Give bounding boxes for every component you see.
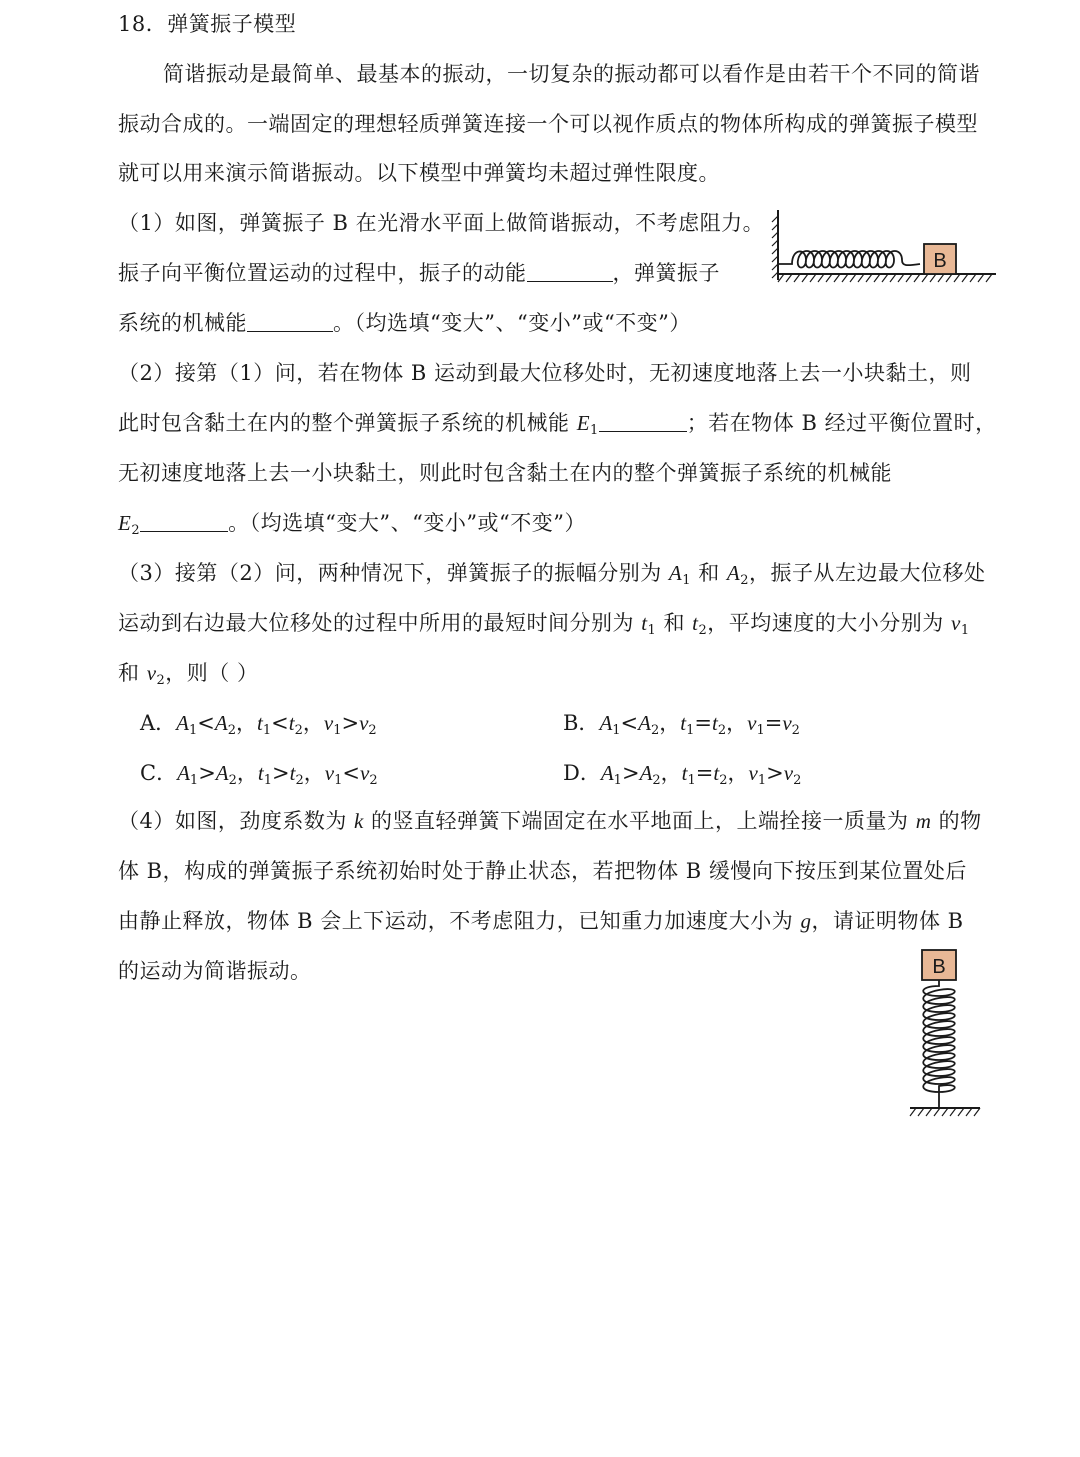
answer-blank-e1[interactable] xyxy=(599,411,687,432)
subscript: 2 xyxy=(698,623,708,638)
relation: < xyxy=(197,711,215,735)
subscript: 2 xyxy=(368,723,377,738)
subscript: 2 xyxy=(227,723,236,738)
part3-text: 和 xyxy=(656,611,693,635)
a-symbol: A xyxy=(214,711,228,735)
part4-line-2: 体 B，构成的弹簧振子系统初始时处于静止状态，若把物体 B 缓慢向下按压到某位置处后 xyxy=(118,859,967,883)
vertical-spring-figure xyxy=(906,948,986,1122)
t-symbol: t xyxy=(641,611,648,635)
relation: = xyxy=(694,711,712,735)
a-symbol: A xyxy=(668,561,683,585)
subscript: 1 xyxy=(333,723,342,738)
block-b-label: B xyxy=(933,250,947,272)
subscript: 2 xyxy=(793,773,802,788)
spring-coil xyxy=(778,251,920,268)
subscript: 1 xyxy=(960,623,970,638)
subscript: 1 xyxy=(682,573,692,588)
question-title: 弹簧振子模型 xyxy=(167,12,297,36)
subscript: 2 xyxy=(791,723,800,738)
part2-line-3: 无初速度地落上去一小块黏土，则此时包含黏土在内的整个弹簧振子系统的机械能 xyxy=(118,461,892,485)
a-symbol: A xyxy=(176,711,189,735)
option-label: B． xyxy=(563,711,600,735)
relation: > xyxy=(272,761,290,785)
v-symbol: v xyxy=(950,611,961,635)
comma: ， xyxy=(726,711,748,735)
t-symbol: t xyxy=(288,711,295,735)
subscript: 1 xyxy=(686,723,695,738)
relation: < xyxy=(620,711,639,735)
relation: = xyxy=(695,761,714,785)
comma: ， xyxy=(236,761,258,785)
v-symbol: v xyxy=(323,711,334,735)
part1-text: 振子向平衡位置运动的过程中，振子的动能 xyxy=(118,261,527,285)
block-b-label: B xyxy=(932,956,946,978)
part2-text: 此时包含黏土在内的整个弹簧振子系统的机械能 xyxy=(118,411,577,435)
a-symbol: A xyxy=(600,761,614,785)
part1-text: 。（均选填“变大”、“变小”或“不变”） xyxy=(333,311,691,335)
e2-symbol: E xyxy=(118,511,132,535)
subscript: 1 xyxy=(263,773,273,788)
subscript: 1 xyxy=(334,773,343,788)
part2-text: 。（均选填“变大”、“变小”或“不变”） xyxy=(228,511,587,535)
part3-text: 运动到右边最大位移处的过程中所用的最短时间分别为 xyxy=(118,611,642,635)
floor-hatching xyxy=(778,274,992,282)
comma: ， xyxy=(660,761,682,785)
relation: > xyxy=(341,711,360,735)
v-symbol: v xyxy=(748,761,758,785)
comma: ， xyxy=(236,711,257,735)
question-header xyxy=(118,11,296,37)
v-symbol: v xyxy=(359,761,370,785)
part2-text: ；若在物体 B 经过平衡位置时， xyxy=(686,411,997,435)
v-symbol: v xyxy=(782,711,792,735)
k-symbol: k xyxy=(354,809,364,833)
part1-line-1: （1）如图，弹簧振子 B 在光滑水平面上做简谐振动，不考虑阻力。 xyxy=(118,211,765,235)
subscript: 2 xyxy=(369,773,378,788)
part4-line-1 xyxy=(118,808,982,834)
part3-line-1 xyxy=(118,560,985,586)
relation: > xyxy=(766,761,784,785)
subscript: 2 xyxy=(156,673,166,688)
part4-text: ，请证明物体 B xyxy=(811,909,964,933)
subscript: 2 xyxy=(295,773,304,788)
subscript: 1 xyxy=(687,773,696,788)
part3-line-3 xyxy=(118,660,258,686)
a-symbol: A xyxy=(638,711,651,735)
comma: ， xyxy=(302,711,324,735)
subscript: 1 xyxy=(189,723,198,738)
part3-text: 和 xyxy=(118,661,147,685)
t-symbol: t xyxy=(680,711,687,735)
subscript: 2 xyxy=(228,773,237,788)
ground-hatching xyxy=(910,1108,980,1116)
comma: ， xyxy=(659,711,681,735)
e1-subscript: 1 xyxy=(590,423,599,438)
intro-line-2: 振动合成的。一端固定的理想轻质弹簧连接一个可以视作质点的物体所构成的弹簧振子模型 xyxy=(118,112,978,136)
part4-text: 的竖直轻弹簧下端固定在水平地面上，上端拴接一质量为 xyxy=(363,809,916,833)
subscript: 2 xyxy=(719,773,728,788)
part4-text: （4）如图，劲度系数为 xyxy=(118,809,355,833)
part1-text: ，弹簧振子 xyxy=(612,261,720,285)
t-symbol: t xyxy=(257,761,264,785)
g-symbol: g xyxy=(800,909,812,933)
subscript: 2 xyxy=(294,723,303,738)
intro-line-3: 就可以用来演示简谐振动。以下模型中弹簧均未超过弹性限度。 xyxy=(118,161,720,185)
subscript: 2 xyxy=(740,573,749,588)
subscript: 1 xyxy=(612,723,621,738)
answer-blank-kinetic-energy[interactable] xyxy=(527,261,613,282)
option-c[interactable] xyxy=(140,760,378,786)
subscript: 1 xyxy=(189,773,199,788)
part3-text: ，平均速度的大小分别为 xyxy=(707,611,951,635)
spring-coil xyxy=(923,980,955,1108)
option-label: D． xyxy=(563,761,601,785)
t-symbol: t xyxy=(289,761,296,785)
t-symbol: t xyxy=(257,711,263,735)
part2-line-2 xyxy=(118,410,997,436)
part2-line-4 xyxy=(118,510,586,536)
intro-line-1: 简谐振动是最简单、最基本的振动，一切复杂的振动都可以看作是由若干个不同的简谐 xyxy=(163,62,980,86)
t-symbol: t xyxy=(681,761,688,785)
subscript: 2 xyxy=(652,773,661,788)
part4-text: 的物 xyxy=(931,809,982,833)
v-symbol: v xyxy=(324,761,335,785)
subscript: 2 xyxy=(717,723,727,738)
v-symbol: v xyxy=(146,661,157,685)
subscript: 2 xyxy=(650,723,660,738)
part4-text: 由静止释放，物体 B 会上下运动，不考虑阻力，已知重力加速度大小为 xyxy=(118,909,801,933)
part3-text: 和 xyxy=(691,561,727,585)
question-number: 18． xyxy=(118,12,168,36)
relation: = xyxy=(764,711,783,735)
answer-blank-mechanical-energy[interactable] xyxy=(247,311,333,332)
a-symbol: A xyxy=(639,761,653,785)
subscript: 1 xyxy=(756,723,765,738)
t-symbol: t xyxy=(713,761,720,785)
a-symbol: A xyxy=(726,561,741,585)
option-label: C． xyxy=(140,761,178,785)
t-symbol: t xyxy=(692,611,699,635)
v-symbol: v xyxy=(359,711,369,735)
subscript: 1 xyxy=(613,773,622,788)
relation: < xyxy=(342,761,360,785)
part4-line-4: 的运动为简谐振动。 xyxy=(118,959,312,983)
relation: > xyxy=(198,761,216,785)
t-symbol: t xyxy=(712,711,718,735)
subscript: 1 xyxy=(757,773,767,788)
m-symbol: m xyxy=(915,809,932,833)
comma: ， xyxy=(303,761,325,785)
v-symbol: v xyxy=(783,761,794,785)
v-symbol: v xyxy=(747,711,757,735)
a-symbol: A xyxy=(177,761,190,785)
relation: > xyxy=(621,761,640,785)
horizontal-spring-figure xyxy=(770,208,1002,288)
part1-line-3 xyxy=(118,310,691,336)
e2-subscript: 2 xyxy=(131,523,141,538)
comma: ， xyxy=(727,761,749,785)
e1-symbol: E xyxy=(576,411,591,435)
a-symbol: A xyxy=(599,711,613,735)
part3-text: ，则（ ） xyxy=(165,661,259,685)
option-a[interactable] xyxy=(140,710,377,736)
relation: < xyxy=(271,711,289,735)
option-b[interactable] xyxy=(563,710,800,736)
subscript: 1 xyxy=(647,623,657,638)
part4-line-3 xyxy=(118,908,964,934)
part3-text: ，振子从左边最大位移处 xyxy=(748,561,986,585)
option-label: A． xyxy=(140,711,177,735)
a-symbol: A xyxy=(215,761,229,785)
part3-line-2 xyxy=(118,610,970,636)
part1-line-2 xyxy=(118,260,720,286)
option-d[interactable] xyxy=(563,760,801,786)
part1-text: 系统的机械能 xyxy=(118,311,247,335)
subscript: 1 xyxy=(262,723,272,738)
part3-text: （3）接第（2）问，两种情况下，弹簧振子的振幅分别为 xyxy=(118,561,669,585)
answer-blank-e2[interactable] xyxy=(140,511,228,532)
part2-line-1: （2）接第（1）问，若在物体 B 运动到最大位移处时，无初速度地落上去一小块黏土，则 xyxy=(118,361,972,385)
